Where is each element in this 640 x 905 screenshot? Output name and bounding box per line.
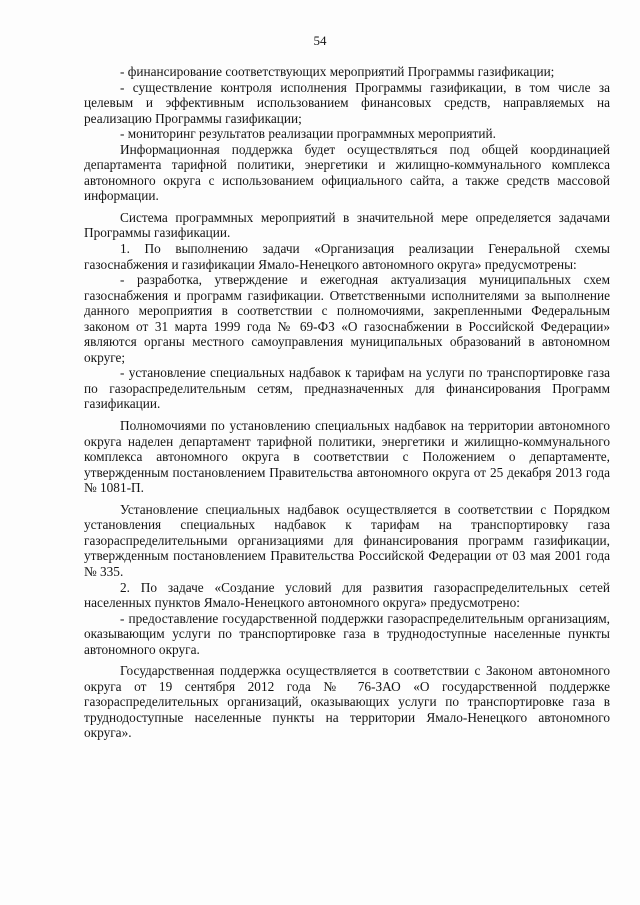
- paragraph: 1. По выполнению задачи «Организация реализации Генеральной схемы газоснабжения и газификации Ямало-Ненецкого автономного округа» предусмотрены:: [84, 241, 610, 272]
- document-body: [84, 64, 610, 741]
- paragraph: 2. По задаче «Создание условий для развития газораспределительных сетей населенных пунктов Ямало-Ненецкого автономного округа» предусмотрено:: [84, 579, 610, 611]
- paragraph: Государственная поддержка осуществляется в соответствии с Законом автономного округа от 19 сентября 2012 года № 76-ЗАО «О государственной поддержке газораспределительных организаций, оказывающих услуги по транспортировке газа в труднодоступные населенные пункты на территории Ямало-Ненецкого автономного округа».: [84, 663, 610, 741]
- paragraph: Система программных мероприятий в значительной мере определяется задачами Программы газификации.: [84, 209, 610, 241]
- paragraph: - разработка, утверждение и ежегодная актуализация муниципальных схем газоснабжения и программ газификации. Ответственными исполнителями за выполнение данного мероприятия в соответствии с полномочиями, закрепленными Федеральным законом от 31 марта 1999 года № 69-ФЗ «О газоснабжении в Российской Федерации» являются органы местного самоуправления муниципальных образований в автономном округе;: [84, 272, 610, 365]
- paragraph: - существление контроля исполнения Программы газификации, в том числе за целевым и эффективным использованием финансовых средств, направляемых на реализацию Программы газификации;: [84, 79, 610, 126]
- paragraph: - мониторинг результатов реализации программных мероприятий.: [120, 126, 496, 142]
- paragraph: - финансирование соответствующих мероприятий Программы газификации;: [120, 64, 555, 79]
- paragraph: - предоставление государственной поддержки газораспределительным организациям, оказывающим услуги по транспортировке газа в труднодоступные населенные пункты автономного округа.: [84, 610, 610, 657]
- paragraph: Установление специальных надбавок осуществляется в соответствии с Порядком установления специальных надбавок к тарифам на транспортировку газа газораспределительными организациями для финансирования программ газификации, утвержденным постановлением Правительства Российской Федерации от 03 мая 2001 года № 335.: [84, 501, 610, 579]
- paragraph: - установление специальных надбавок к тарифам на услуги по транспортировке газа по газораспределительным сетям, предназначенных для финансирования Программ газификации.: [84, 365, 610, 412]
- page-number: 54: [313, 33, 327, 48]
- paragraph: Информационная поддержка будет осуществляться под общей координацией департамента тарифной политики, энергетики и жилищно-коммунального комплекса автономного округа с использованием официального сайта, а также средств массовой информации.: [84, 141, 610, 204]
- paragraph: Полномочиями по установлению специальных надбавок на территории автономного округа наделен департамент тарифной политики, энергетики и жилищно-коммунального комплекса автономного округа в соответствии с Положением о департаменте, утвержденным постановлением Правительства автономного округа от 25 декабря 2013 года № 1081-П.: [84, 418, 610, 496]
